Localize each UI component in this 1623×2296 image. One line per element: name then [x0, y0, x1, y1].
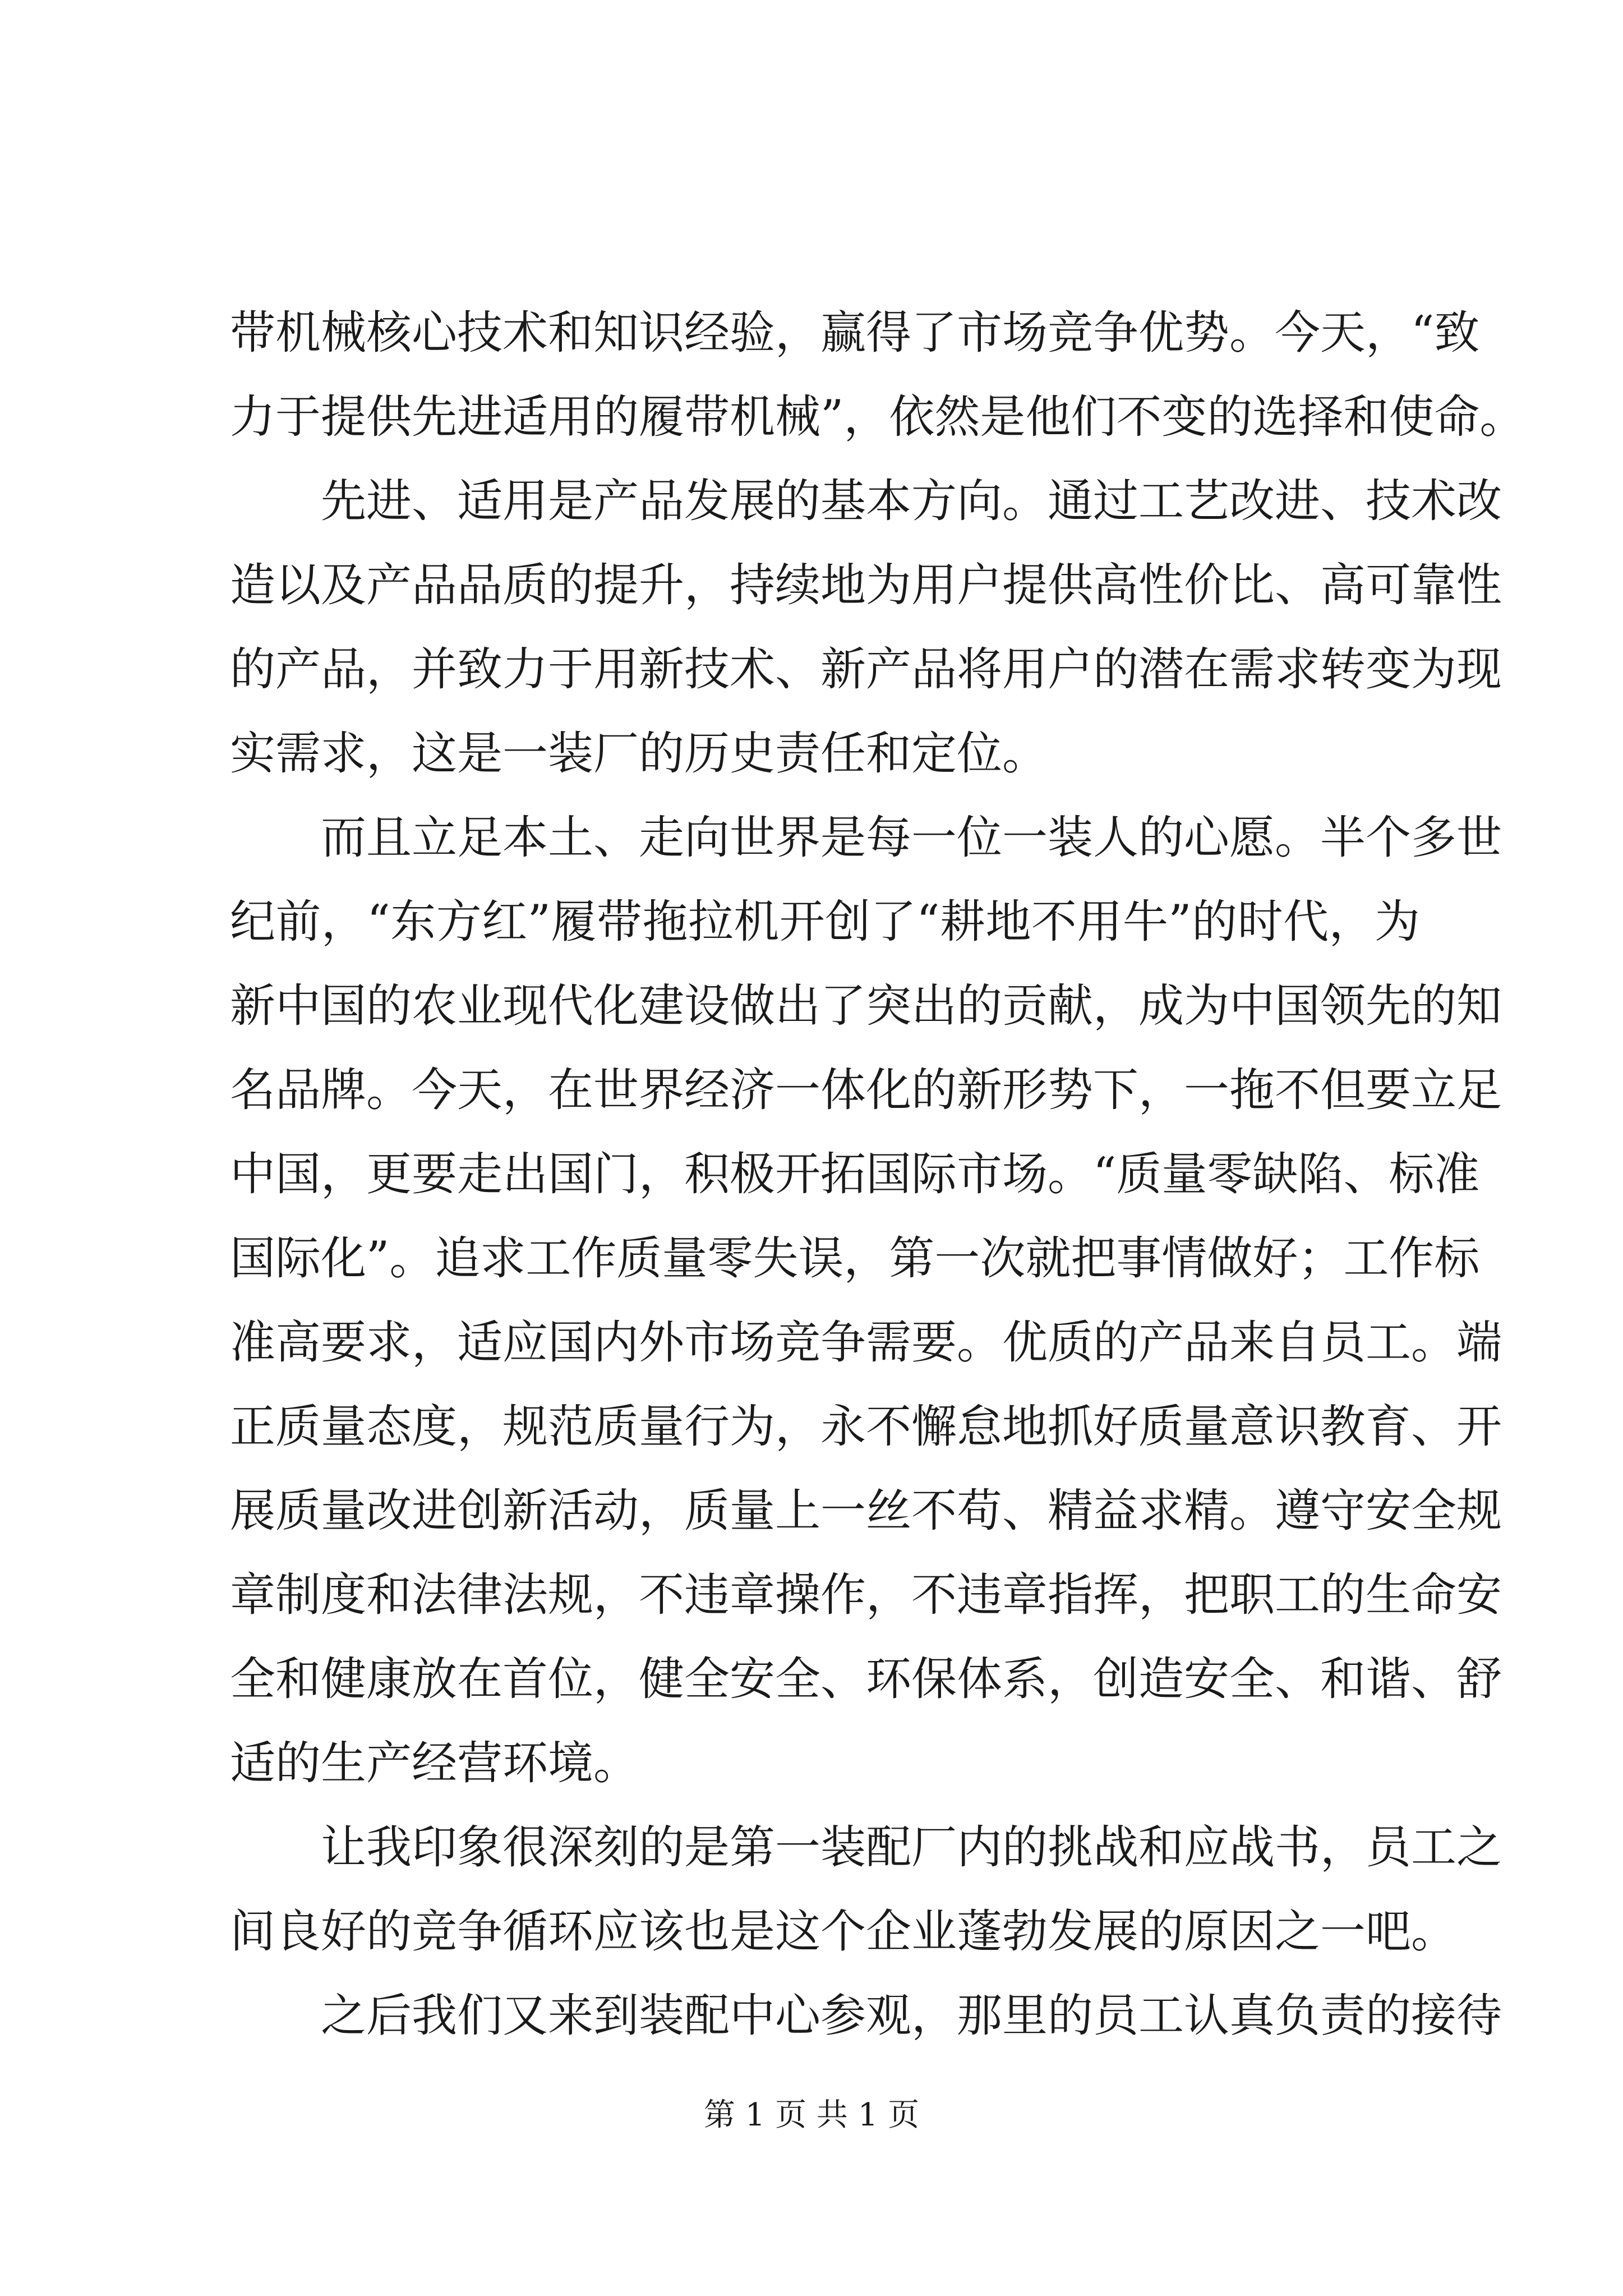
- text-line: 造以及产品品质的提升，持续地为用户提供高性价比、高可靠性: [230, 559, 1502, 612]
- text-line: 中国，更要走出国门，积极开拓国际市场。“质量零缺陷、标准: [230, 1148, 1480, 1201]
- text-line: 实需求，这是一装厂的历史责任和定位。: [230, 728, 1048, 780]
- text-line: 新中国的农业现代化建设做出了突出的贡献，成为中国领先的知: [230, 980, 1502, 1033]
- text-line: 国际化”。追求工作质量零失误，第一次就把事情做好；工作标: [230, 1232, 1480, 1285]
- text-line: 名品牌。今天，在世界经济一体化的新形势下，一拖不但要立足: [230, 1064, 1502, 1117]
- text-line: 适的生产经营环境。: [230, 1737, 639, 1790]
- text-line: 准高要求，适应国内外市场竞争需要。优质的产品来自员工。端: [230, 1317, 1502, 1369]
- text-line: 正质量态度，规范质量行为，永不懈怠地抓好质量意识教育、开: [230, 1401, 1502, 1453]
- text-line: 的产品，并致力于用新技术、新产品将用户的潜在需求转变为现: [230, 643, 1502, 696]
- text-line: 让我印象很深刻的是第一装配厂内的挑战和应战书，员工之: [230, 1821, 1502, 1874]
- page-footer: 第 1 页 共 1 页: [703, 2097, 920, 2133]
- text-line: 章制度和法律法规，不违章操作，不违章指挥，把职工的生命安: [230, 1569, 1502, 1622]
- text-line: 带机械核心技术和知识经验，赢得了市场竞争优势。今天，“致: [230, 307, 1480, 360]
- text-line: 力于提供先进适用的履带机械”，依然是他们不变的选择和使命。: [230, 391, 1525, 444]
- text-line: 全和健康放在首位，健全安全、环保体系，创造安全、和谐、舒: [230, 1653, 1502, 1706]
- text-line: 展质量改进创新活动，质量上一丝不苟、精益求精。遵守安全规: [230, 1485, 1502, 1538]
- text-line: 间良好的竞争循环应该也是这个企业蓬勃发展的原因之一吧。: [230, 1906, 1457, 1958]
- text-line: 先进、适用是产品发展的基本方向。通过工艺改进、技术改: [230, 475, 1502, 528]
- text-line: 而且立足本土、走向世界是每一位一装人的心愿。半个多世: [230, 812, 1502, 864]
- text-line: 纪前，“东方红”履带拖拉机开创了“耕地不用牛”的时代，为: [230, 896, 1420, 949]
- text-line: 之后我们又来到装配中心参观，那里的员工认真负责的接待: [230, 1990, 1502, 2042]
